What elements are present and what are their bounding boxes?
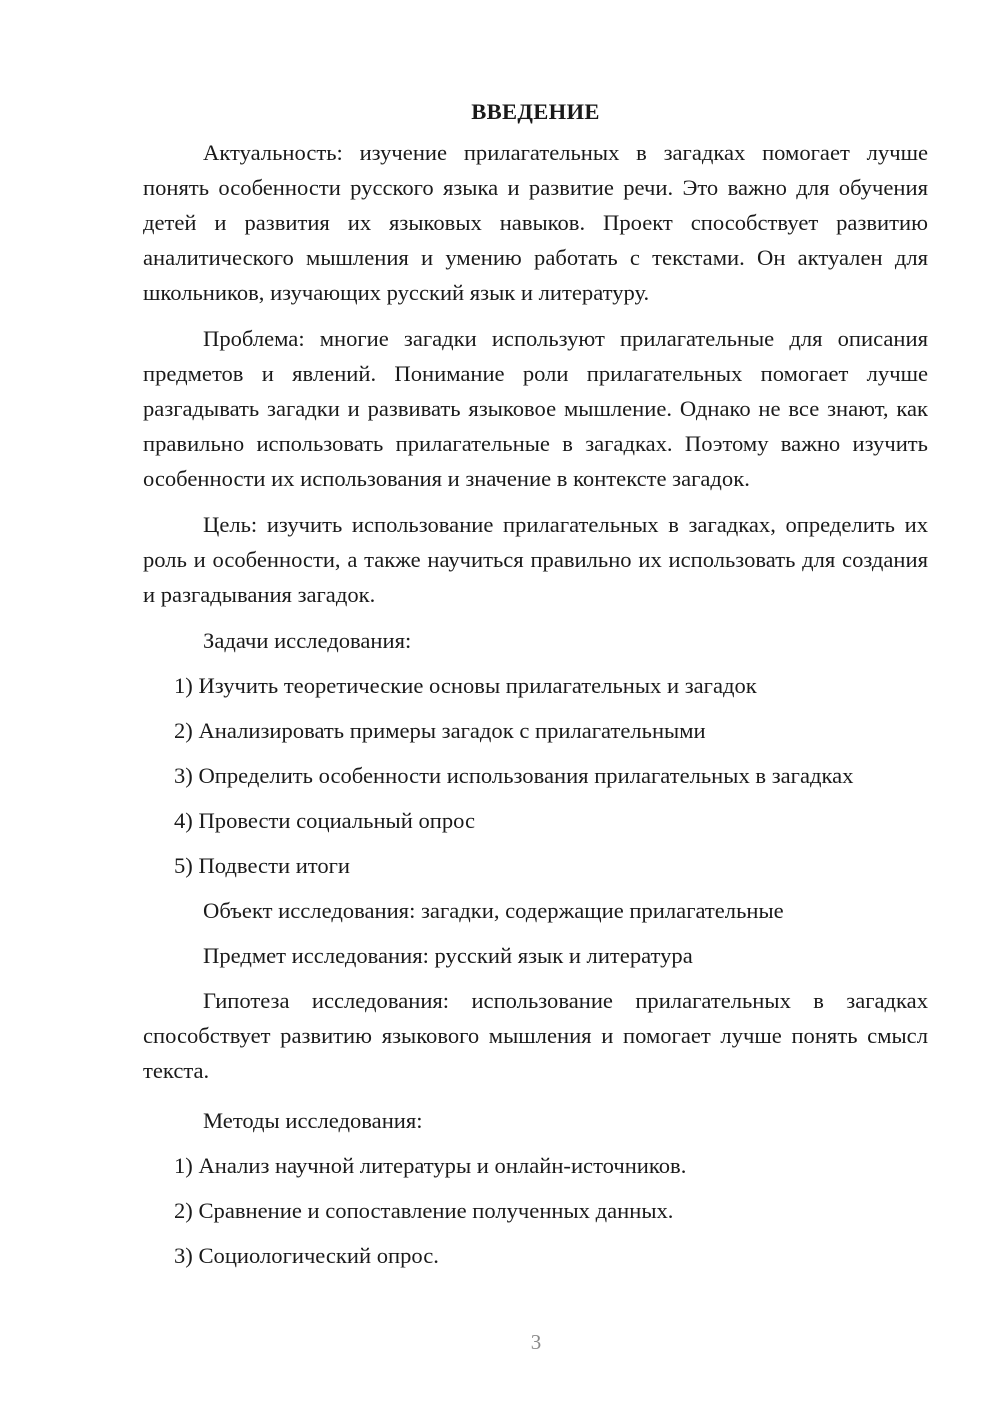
task-item: 3) Определить особенности использования прилагательных в загадках [174, 763, 854, 788]
paragraph-goal: Цель: изучить использование прилагательных в загадках, определить их роль и особенности, а также научиться правильно их использовать для создания и разгадывания загадок. [143, 512, 928, 607]
page-number: 3 [530, 1330, 542, 1354]
paragraph-problem: Проблема: многие загадки используют прилагательные для описания предметов и явлений. Понимание роли прилагательных помогает лучше разгадывать загадки и развивать языковое мышление. Однако не все знают, как правильно использовать прилагательные в загадках. Поэтому важно изучить особенности их использования и значение в контексте загадок. [143, 326, 928, 491]
method-item: 3) Социологический опрос. [174, 1243, 439, 1268]
document-body [143, 94, 928, 1283]
methods-heading: Методы исследования: [203, 1108, 423, 1133]
research-subject: Предмет исследования: русский язык и литература [203, 943, 693, 968]
tasks-heading: Задачи исследования: [203, 628, 412, 653]
task-item: 4) Провести социальный опрос [174, 808, 476, 833]
paragraph-relevance: Актуальность: изучение прилагательных в загадках помогает лучше понять особенности русского языка и развитие речи. Это важно для обучения детей и развития их языковых навыков. Проект способствует развитию аналитического мышления и умению работать с текстами. Он актуален для школьников, изучающих русский язык и литературу. [143, 140, 928, 305]
research-hypothesis: Гипотеза исследования: использование прилагательных в загадках способствует развитию языкового мышления и помогает лучше понять смысл текста. [143, 988, 928, 1083]
document-title: ВВЕДЕНИЕ [471, 99, 600, 124]
research-object: Объект исследования: загадки, содержащие прилагательные [203, 898, 784, 923]
task-item: 1) Изучить теоретические основы прилагательных и загадок [174, 673, 757, 698]
task-item: 5) Подвести итоги [174, 853, 351, 878]
method-item: 1) Анализ научной литературы и онлайн-источников. [174, 1153, 687, 1178]
method-item: 2) Сравнение и сопоставление полученных данных. [174, 1198, 674, 1223]
task-item: 2) Анализировать примеры загадок с прилагательными [174, 718, 706, 743]
